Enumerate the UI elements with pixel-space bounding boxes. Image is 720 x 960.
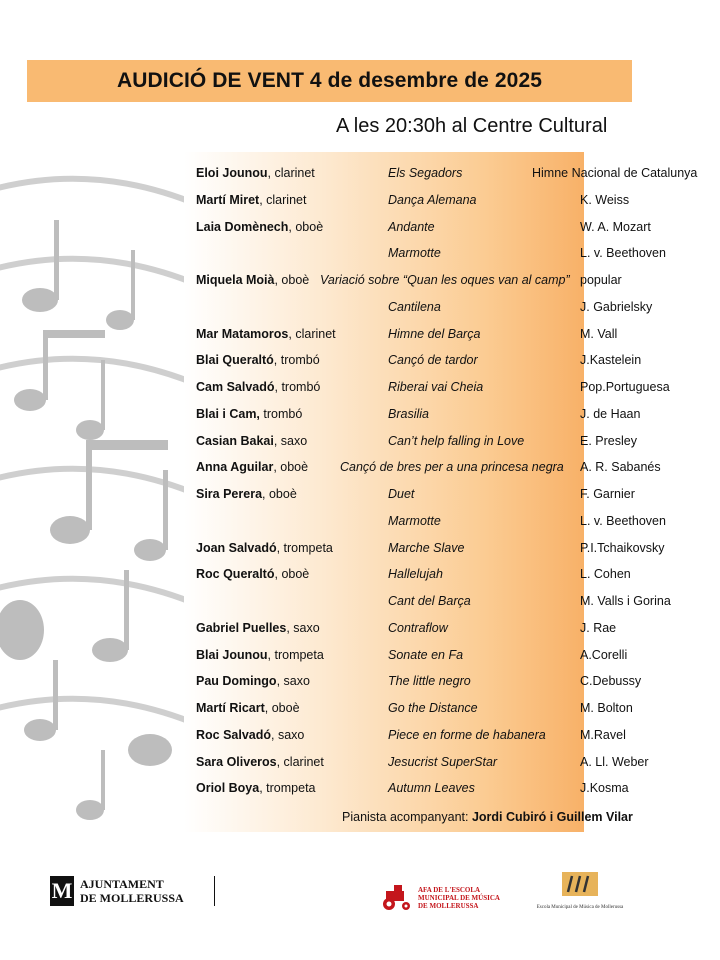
piece-title: Brasilia: [388, 407, 429, 421]
composer-name: J.Kosma: [580, 781, 629, 795]
program-row: [0, 701, 720, 723]
piece-title: Marche Slave: [388, 541, 465, 555]
performer-cell: [196, 648, 324, 662]
program-row: [0, 487, 720, 509]
performer-instrument: , oboè: [264, 701, 300, 715]
composer-name: J.Kastelein: [580, 353, 642, 367]
afa-line3: DE MOLLERUSSA: [418, 902, 479, 910]
composer-name: J. Rae: [580, 621, 617, 635]
piece-title: Autumn Leaves: [388, 781, 475, 795]
performer-instrument: , oboè: [274, 567, 310, 581]
performer-cell: [196, 567, 309, 581]
performer-cell: [196, 327, 336, 341]
logo-divider: [214, 876, 215, 906]
piece-title: Variació sobre “Quan les oques van al camp”: [320, 273, 570, 287]
piece-title: Marmotte: [388, 514, 441, 528]
performer-cell: [196, 434, 307, 448]
program-row: [0, 353, 720, 375]
composer-name: J. de Haan: [580, 407, 641, 421]
performer-instrument: , oboè: [273, 460, 309, 474]
performer-instrument: , trompeta: [276, 541, 333, 555]
escola-emblem-icon: [560, 870, 600, 898]
composer-name: M. Valls i Gorina: [580, 594, 671, 608]
piece-title: Contraflow: [388, 621, 448, 635]
performer-cell: [196, 193, 306, 207]
program-row: [0, 300, 720, 322]
performer-name: Miquela Moià: [196, 273, 275, 287]
performer-name: Blai Queraltó: [196, 353, 274, 367]
ajuntament-logo: [50, 876, 215, 906]
piece-title: Riberai vai Cheia: [388, 380, 484, 394]
afa-line2: MUNICIPAL DE MÚSICA: [418, 894, 500, 902]
performer-instrument: , trompeta: [267, 648, 324, 662]
piece-title: Cançó de tardor: [388, 353, 478, 367]
escola-text: Escola Municipal de Música de Mollerussa: [536, 905, 624, 910]
performer-name: Sara Oliveros: [196, 755, 277, 769]
composer-name: L. Cohen: [580, 567, 631, 581]
piece-title: Sonate en Fa: [388, 648, 464, 662]
program-row: [0, 407, 720, 429]
composer-name: L. v. Beethoven: [580, 514, 666, 528]
afa-line1: AFA DE L'ESCOLA: [418, 886, 481, 894]
composer-name: J. Gabrielsky: [580, 300, 653, 314]
performer-instrument: , saxo: [286, 621, 320, 635]
program-row: [0, 514, 720, 536]
program-row: [0, 755, 720, 777]
performer-name: Martí Miret: [196, 193, 260, 207]
pianist-credit: [342, 810, 633, 824]
afa-logo: [380, 885, 500, 911]
performer-cell: [196, 353, 320, 367]
performer-name: Cam Salvadó: [196, 380, 275, 394]
piece-title: Els Segadors: [388, 166, 463, 180]
performer-cell: [196, 220, 323, 234]
performer-name: Mar Matamoros: [196, 327, 289, 341]
piece-title: Cant del Barça: [388, 594, 471, 608]
pianist-label: Pianista acompanyant:: [342, 810, 472, 824]
program-row: [0, 434, 720, 456]
performer-name: Pau Domingo: [196, 674, 277, 688]
program-row: [0, 246, 720, 268]
composer-name: F. Garnier: [580, 487, 635, 501]
performer-cell: [196, 781, 316, 795]
piece-title: Duet: [388, 487, 415, 501]
program-row: [0, 193, 720, 215]
composer-name: A. Ll. Weber: [580, 755, 649, 769]
composer-name: M.Ravel: [580, 728, 626, 742]
performer-instrument: trombó: [259, 407, 303, 421]
program-row: [0, 781, 720, 803]
composer-name: A. R. Sabanés: [580, 460, 661, 474]
performer-name: Sira Perera: [196, 487, 263, 501]
performer-cell: [196, 728, 304, 742]
piece-title: Himne del Barça: [388, 327, 481, 341]
tractor-icon: [380, 885, 414, 911]
performer-cell: [196, 166, 315, 180]
program-row: [0, 594, 720, 616]
ajuntament-line2: DE MOLLERUSSA: [80, 891, 184, 905]
program-row: [0, 541, 720, 563]
program-row: [0, 220, 720, 242]
performer-instrument: , saxo: [276, 674, 310, 688]
performer-cell: [196, 674, 310, 688]
composer-name: Himne Nacional de Catalunya: [532, 166, 698, 180]
performer-cell: [196, 380, 320, 394]
program-row: [0, 674, 720, 696]
program-row: [0, 567, 720, 589]
program-row: [0, 380, 720, 402]
performer-instrument: , clarinet: [276, 755, 324, 769]
piece-title: Hallelujah: [388, 567, 443, 581]
performer-name: Laia Domènech: [196, 220, 289, 234]
ajuntament-mark: M: [50, 876, 74, 906]
pianist-names: Jordi Cubiró i Guillem Vilar: [471, 810, 633, 824]
program-row: [0, 728, 720, 750]
performer-cell: [196, 407, 302, 421]
composer-name: W. A. Mozart: [580, 220, 651, 234]
piece-title: Cantilena: [388, 300, 441, 314]
performer-name: Eloi Jounou: [196, 166, 268, 180]
header-banner: [27, 60, 632, 102]
composer-name: P.I.Tchaikovsky: [580, 541, 665, 555]
piece-title: Cançó de bres per a una princesa negra: [340, 460, 564, 474]
piece-title: Dança Alemana: [388, 193, 477, 207]
performer-cell: [196, 487, 297, 501]
program-row: [0, 460, 720, 482]
composer-name: popular: [580, 273, 622, 287]
performer-instrument: , clarinet: [259, 193, 307, 207]
performer-name: Roc Queraltó: [196, 567, 275, 581]
piece-title: Jesucrist SuperStar: [388, 755, 498, 769]
performer-name: Casian Bakai: [196, 434, 274, 448]
composer-name: K. Weiss: [580, 193, 630, 207]
performer-cell: [196, 621, 320, 635]
performer-name: Joan Salvadó: [196, 541, 277, 555]
composer-name: C.Debussy: [580, 674, 642, 688]
performer-cell: [196, 701, 300, 715]
escola-logo: [515, 870, 645, 910]
program-row: [0, 327, 720, 349]
performer-cell: [196, 273, 309, 287]
piece-title: Can’t help falling in Love: [388, 434, 525, 448]
event-time-location: A les 20:30h al Centre Cultural: [336, 115, 608, 137]
performer-name: Roc Salvadó: [196, 728, 272, 742]
piece-title: Piece en forme de habanera: [388, 728, 546, 742]
program-row: [0, 648, 720, 670]
program-row: [0, 621, 720, 643]
performer-name: Blai Jounou: [196, 648, 268, 662]
performer-name: Oriol Boya: [196, 781, 260, 795]
piece-title: Andante: [388, 220, 435, 234]
ajuntament-line1: AJUNTAMENT: [80, 877, 164, 891]
piece-title: Go the Distance: [388, 701, 478, 715]
performer-instrument: , trompeta: [259, 781, 316, 795]
performer-cell: [196, 541, 333, 555]
performer-name: Blai i Cam,: [196, 407, 260, 421]
composer-name: A.Corelli: [580, 648, 628, 662]
program-row: [0, 166, 720, 188]
program-row: [0, 273, 720, 295]
performer-instrument: , oboè: [262, 487, 297, 501]
performer-name: Anna Aguilar: [196, 460, 274, 474]
performer-instrument: , oboè: [288, 220, 324, 234]
performer-instrument: , saxo: [273, 434, 308, 448]
performer-cell: [196, 460, 308, 474]
composer-name: M. Bolton: [580, 701, 633, 715]
composer-name: Pop.Portuguesa: [580, 380, 670, 394]
performer-name: Martí Ricart: [196, 701, 265, 715]
performer-instrument: , clarinet: [288, 327, 336, 341]
piece-title: The little negro: [388, 674, 471, 688]
piece-title: Marmotte: [388, 246, 441, 260]
performer-cell: [196, 755, 324, 769]
performer-instrument: , trombó: [274, 380, 321, 394]
performer-name: Gabriel Puelles: [196, 621, 287, 635]
performer-instrument: , clarinet: [267, 166, 315, 180]
performer-instrument: , oboè: [274, 273, 310, 287]
performer-instrument: , trombó: [273, 353, 320, 367]
page-title: AUDICIÓ DE VENT 4 de desembre de 2025: [116, 69, 542, 92]
composer-name: L. v. Beethoven: [580, 246, 666, 260]
composer-name: E. Presley: [580, 434, 637, 448]
performer-instrument: , saxo: [271, 728, 305, 742]
composer-name: M. Vall: [580, 327, 618, 341]
